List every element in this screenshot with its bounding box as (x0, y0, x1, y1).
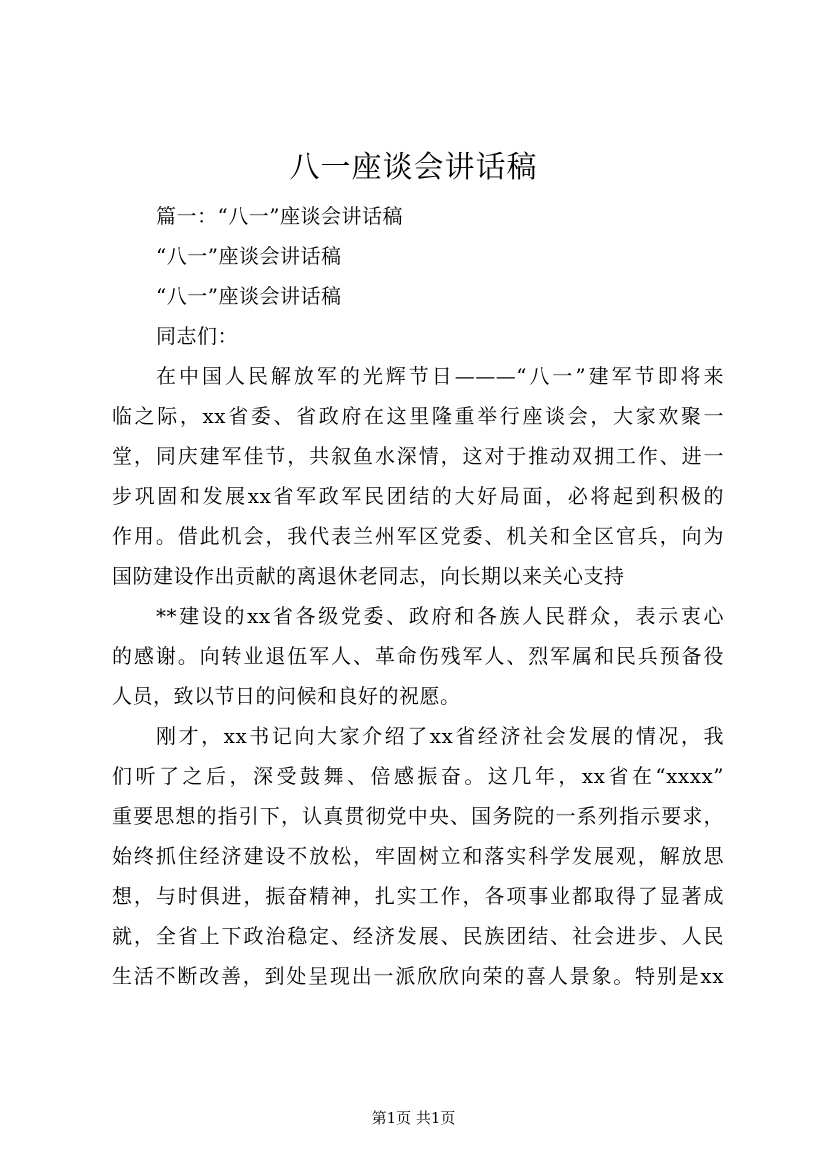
section-heading: 篇一：“八一”座谈会讲话稿 (156, 204, 403, 228)
paragraph-line: 刚才，xx书记向大家介绍了xx省经济社会发展的情况，我 (156, 724, 724, 748)
paragraph-line: 始终抓住经济建设不放松，牢固树立和落实科学发展观，解放思 (112, 844, 724, 868)
subheading: “八一”座谈会讲话稿 (156, 244, 342, 268)
paragraph-line: 在中国人民解放军的光辉节日———“八一”建军节即将来 (156, 364, 724, 388)
paragraph-line: 的感谢。向转业退伍军人、革命伤残军人、烈军属和民兵预备役 (112, 644, 724, 668)
paragraph-line: 堂，同庆建军佳节，共叙鱼水深情，这对于推动双拥工作、进一 (112, 444, 724, 468)
paragraph-line: 国防建设作出贡献的离退休老同志，向长期以来关心支持 (112, 564, 625, 588)
document-title: 八一座谈会讲话稿 (289, 150, 538, 185)
paragraph-line: 步巩固和发展xx省军政军民团结的大好局面，必将起到积极的 (112, 484, 724, 508)
paragraph-line: 就，全省上下政治稳定、经济发展、民族团结、社会进步、人民 (112, 924, 724, 948)
paragraph-line: 们听了之后，深受鼓舞、倍感振奋。这几年，xx省在“xxxx” (112, 764, 724, 788)
paragraph-line: 作用。借此机会，我代表兰州军区党委、机关和全区官兵，向为 (112, 524, 724, 548)
subheading: “八一”座谈会讲话稿 (156, 284, 342, 308)
paragraph-line: **建设的xx省各级党委、政府和各族人民群众，表示衷心 (156, 604, 724, 628)
paragraph-line: 想，与时俱进，振奋精神，扎实工作，各项事业都取得了显著成 (112, 884, 724, 908)
paragraph-line: 生活不断改善，到处呈现出一派欣欣向荣的喜人景象。特别是xx (112, 964, 724, 988)
document-body (112, 196, 724, 996)
page-number-footer: 第1页 共1页 (371, 1109, 456, 1127)
paragraph-line: 人员，致以节日的问候和良好的祝愿。 (112, 684, 461, 708)
salutation: 同志们： (156, 324, 238, 348)
paragraph-line: 临之际，xx省委、省政府在这里隆重举行座谈会，大家欢聚一 (112, 404, 724, 428)
paragraph-line: 重要思想的指引下，认真贯彻党中央、国务院的一系列指示要求， (112, 804, 724, 828)
